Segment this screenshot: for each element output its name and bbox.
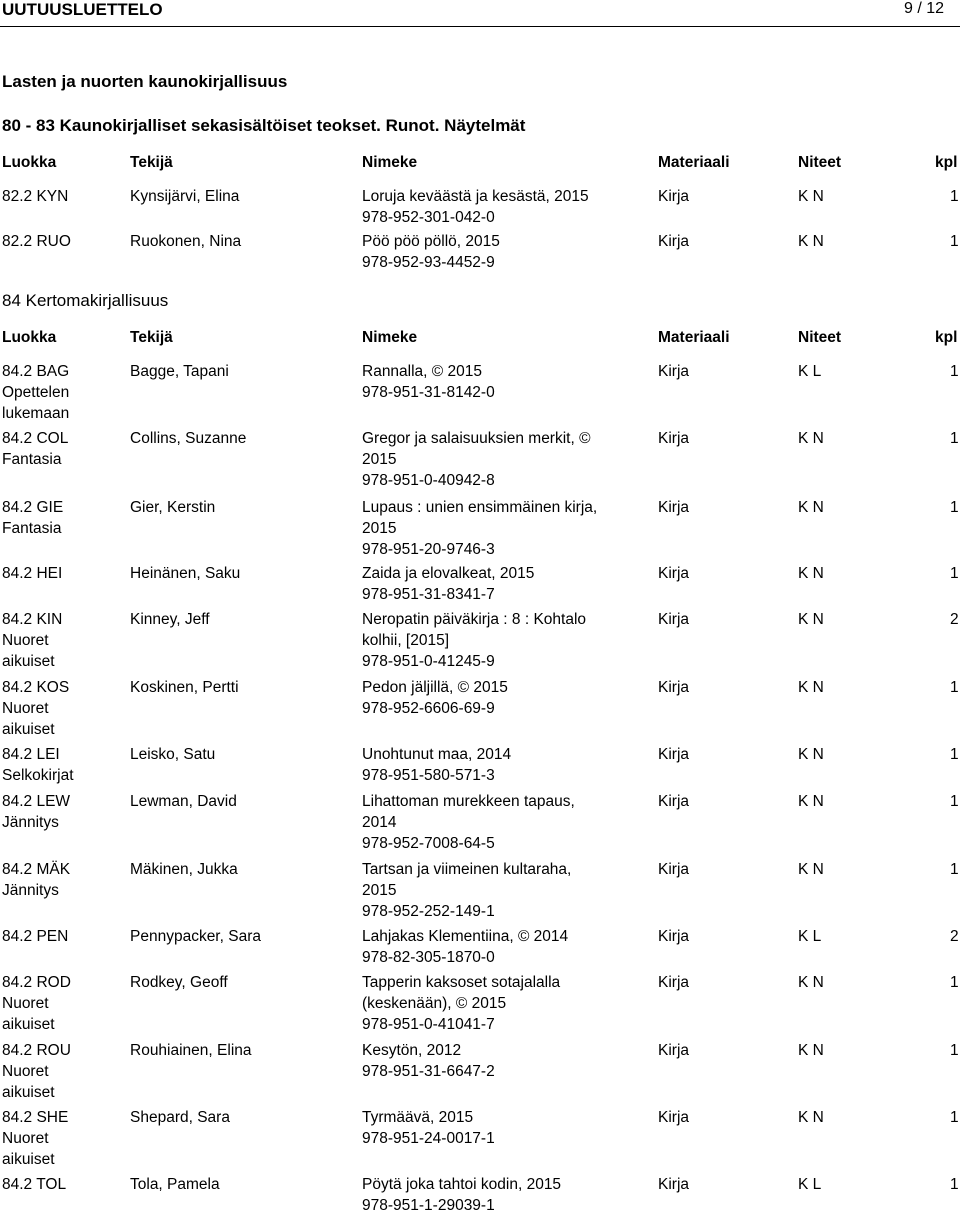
cell-niteet: K N (798, 188, 824, 205)
cell-tekija: Rodkey, Geoff (130, 974, 228, 991)
cell-kpl: 1 (950, 793, 959, 810)
cell-tekija: Mäkinen, Jukka (130, 861, 238, 878)
col-kpl: kpl (935, 154, 958, 171)
cell-nimeke: Tyrmäävä, 2015 978-951-24-0017-1 (362, 1109, 495, 1147)
cell-nimeke: Unohtunut maa, 2014 978-951-580-571-3 (362, 746, 512, 784)
cell-niteet: K N (798, 793, 824, 810)
cell-luokka: 84.2 SHE Nuoret aikuiset (2, 1109, 69, 1168)
cell-kpl: 1 (950, 233, 959, 250)
col-luokka: Luokka (2, 154, 57, 171)
cell-niteet: K N (798, 746, 824, 763)
col-tekija: Tekijä (130, 154, 173, 171)
cell-kpl: 1 (950, 565, 959, 582)
cell-nimeke: Lihattoman murekkeen tapaus, 2014 978-952-7008-64-5 (362, 793, 575, 852)
cell-niteet: K L (798, 1176, 822, 1193)
cell-tekija: Kinney, Jeff (130, 611, 210, 628)
cell-kpl: 1 (950, 1042, 959, 1059)
cell-tekija: Lewman, David (130, 793, 237, 810)
page-header (0, 0, 960, 27)
cell-luokka: 84.2 ROD Nuoret aikuiset (2, 974, 71, 1033)
cell-nimeke: Kesytön, 2012 978-951-31-6647-2 (362, 1042, 495, 1080)
cell-materiaali: Kirja (658, 928, 690, 945)
cell-nimeke: Tartsan ja viimeinen kultaraha, 2015 978-952-252-149-1 (362, 861, 572, 920)
cell-materiaali: Kirja (658, 1042, 690, 1059)
cell-nimeke: Pöytä joka tahtoi kodin, 2015 978-951-1-29039-1 (362, 1176, 562, 1214)
cell-niteet: K L (798, 363, 822, 380)
cell-nimeke: Neropatin päiväkirja : 8 : Kohtalo kolhii, [2015] 978-951-0-41245-9 (362, 611, 587, 670)
cell-luokka: 84.2 COL Fantasia (2, 430, 69, 468)
cell-materiaali: Kirja (658, 1176, 690, 1193)
cell-tekija: Kynsijärvi, Elina (130, 188, 240, 205)
cell-kpl: 2 (950, 611, 959, 628)
cell-luokka: 84.2 BAG Opettelen lukemaan (2, 363, 70, 422)
cell-niteet: K N (798, 679, 824, 696)
col-nimeke: Nimeke (362, 329, 418, 346)
page-number: 9 / 12 (903, 0, 944, 17)
cell-luokka: 84.2 LEI Selkokirjat (2, 746, 74, 784)
cell-kpl: 1 (950, 1109, 959, 1126)
cell-luokka: 84.2 PEN (2, 928, 69, 945)
cell-tekija: Bagge, Tapani (130, 363, 229, 380)
cell-nimeke: Tapperin kaksoset sotajalalla (keskenään), © 2015 978-951-0-41041-7 (362, 974, 561, 1033)
cell-tekija: Rouhiainen, Elina (130, 1042, 252, 1059)
cell-materiaali: Kirja (658, 974, 690, 991)
subsection-title-poetry: 80 - 83 Kaunokirjalliset sekasisältöiset teokset. Runot. Näytelmät (2, 116, 526, 135)
cell-materiaali: Kirja (658, 430, 690, 447)
cell-tekija: Shepard, Sara (130, 1109, 230, 1126)
cell-nimeke: Pöö pöö pöllö, 2015 978-952-93-4452-9 (362, 233, 500, 271)
cell-materiaali: Kirja (658, 363, 690, 380)
cell-nimeke: Lahjakas Klementiina, © 2014 978-82-305-1870-0 (362, 928, 569, 966)
cell-luokka: 84.2 KOS Nuoret aikuiset (2, 679, 70, 738)
cell-kpl: 1 (950, 188, 959, 205)
cell-kpl: 1 (950, 679, 959, 696)
cell-niteet: K N (798, 499, 824, 516)
cell-materiaali: Kirja (658, 233, 690, 250)
cell-kpl: 1 (950, 363, 959, 380)
section-title: Lasten ja nuorten kaunokirjallisuus (2, 72, 288, 91)
cell-tekija: Ruokonen, Nina (130, 233, 242, 250)
cell-niteet: K N (798, 430, 824, 447)
cell-niteet: K N (798, 974, 824, 991)
cell-tekija: Heinänen, Saku (130, 565, 241, 582)
cell-niteet: K N (798, 611, 824, 628)
cell-luokka: 84.2 KIN Nuoret aikuiset (2, 611, 63, 670)
cell-tekija: Tola, Pamela (130, 1176, 220, 1193)
cell-materiaali: Kirja (658, 565, 690, 582)
cell-luokka: 84.2 ROU Nuoret aikuiset (2, 1042, 71, 1101)
cell-materiaali: Kirja (658, 746, 690, 763)
col-materiaali: Materiaali (658, 329, 730, 346)
cell-luokka: 82.2 KYN (2, 188, 69, 205)
col-tekija: Tekijä (130, 329, 173, 346)
cell-materiaali: Kirja (658, 611, 690, 628)
cell-niteet: K L (798, 928, 822, 945)
cell-luokka: 84.2 LEW Jännitys (2, 793, 71, 831)
cell-niteet: K N (798, 1109, 824, 1126)
cell-materiaali: Kirja (658, 1109, 690, 1126)
col-materiaali: Materiaali (658, 154, 730, 171)
cell-luokka: 84.2 HEI (2, 565, 63, 582)
cell-materiaali: Kirja (658, 679, 690, 696)
col-nimeke: Nimeke (362, 154, 418, 171)
cell-tekija: Pennypacker, Sara (130, 928, 261, 945)
cell-luokka: 84.2 GIE Fantasia (2, 499, 64, 537)
cell-nimeke: Gregor ja salaisuuksien merkit, © 2015 978-951-0-40942-8 (362, 430, 591, 489)
table-header-poetry (0, 154, 960, 174)
cell-luokka: 82.2 RUO (2, 233, 71, 250)
cell-kpl: 1 (950, 861, 959, 878)
cell-materiaali: Kirja (658, 861, 690, 878)
document-title: UUTUUSLUETTELO (2, 0, 163, 19)
cell-kpl: 1 (950, 499, 959, 516)
cell-niteet: K N (798, 1042, 824, 1059)
cell-materiaali: Kirja (658, 188, 690, 205)
cell-nimeke: Loruja keväästä ja kesästä, 2015 978-952-301-042-0 (362, 188, 589, 226)
cell-luokka: 84.2 MÄK Jännitys (2, 861, 71, 899)
col-luokka: Luokka (2, 329, 57, 346)
col-niteet: Niteet (798, 154, 842, 171)
cell-kpl: 1 (950, 430, 959, 447)
cell-tekija: Gier, Kerstin (130, 499, 216, 516)
cell-kpl: 2 (950, 928, 959, 945)
cell-kpl: 1 (950, 746, 959, 763)
cell-niteet: K N (798, 233, 824, 250)
cell-nimeke: Zaida ja elovalkeat, 2015 978-951-31-8341-7 (362, 565, 535, 603)
cell-tekija: Koskinen, Pertti (130, 679, 239, 696)
cell-kpl: 1 (950, 974, 959, 991)
cell-niteet: K N (798, 565, 824, 582)
table-header-stories (0, 329, 960, 349)
cell-materiaali: Kirja (658, 793, 690, 810)
cell-luokka: 84.2 TOL (2, 1176, 67, 1193)
cell-tekija: Collins, Suzanne (130, 430, 247, 447)
cell-nimeke: Lupaus : unien ensimmäinen kirja, 2015 978-951-20-9746-3 (362, 499, 598, 558)
col-kpl: kpl (935, 329, 958, 346)
cell-nimeke: Rannalla, © 2015 978-951-31-8142-0 (362, 363, 495, 401)
cell-kpl: 1 (950, 1176, 959, 1193)
cell-niteet: K N (798, 861, 824, 878)
col-niteet: Niteet (798, 329, 842, 346)
cell-tekija: Leisko, Satu (130, 746, 216, 763)
subsection-title-stories: 84 Kertomakirjallisuus (2, 291, 169, 310)
cell-materiaali: Kirja (658, 499, 690, 516)
cell-nimeke: Pedon jäljillä, © 2015 978-952-6606-69-9 (362, 679, 508, 717)
